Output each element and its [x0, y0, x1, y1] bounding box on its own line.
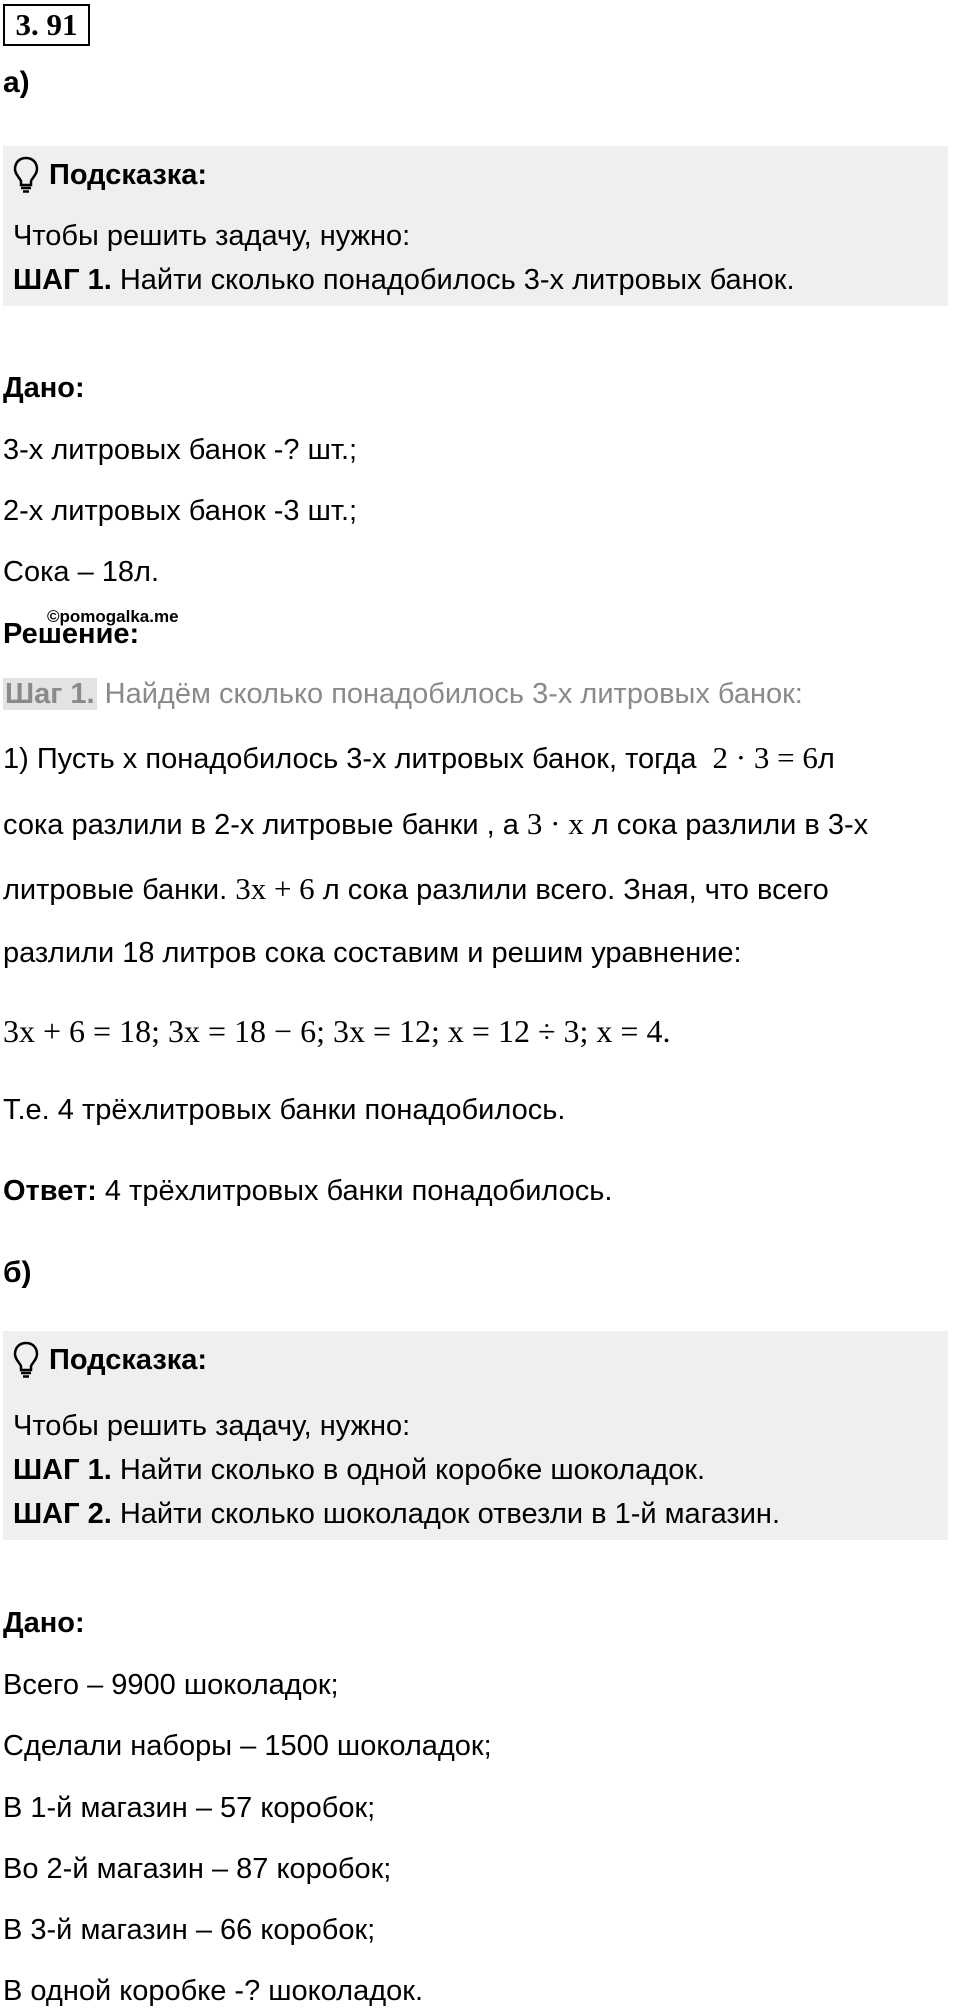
- solution-line-4: разлили 18 литров сока составим и решим уравнение:: [3, 937, 742, 969]
- given-item: В 1-й магазин – 57 коробок;: [3, 1792, 376, 1824]
- solution-text: л сока разлили в 3-х: [583, 809, 869, 841]
- lightbulb-icon: [13, 156, 39, 194]
- solution-line-3: [3, 871, 829, 907]
- math-expression: 3x + 6: [235, 871, 315, 906]
- solution-text: литровые банки.: [3, 874, 236, 906]
- problem-number: 3. 91: [3, 4, 90, 46]
- hint-intro: Чтобы решить задачу, нужно:: [13, 220, 411, 252]
- step-tag: Шаг 1.: [5, 678, 95, 710]
- answer-label: Ответ:: [3, 1175, 97, 1207]
- unit-text: л: [817, 743, 835, 775]
- hint-step-label: ШАГ 1.: [13, 264, 112, 296]
- answer-text: 4 трёхлитровых банки понадобилось.: [96, 1175, 613, 1207]
- answer: [3, 1175, 612, 1208]
- given-item: В одной коробке -? шоколадок.: [3, 1975, 424, 2007]
- given-item: 2-х литровых банок -3 шт.;: [3, 495, 358, 527]
- given-item: Во 2-й магазин – 87 коробок;: [3, 1853, 392, 1885]
- given-item: 3-х литровых банок -? шт.;: [3, 434, 358, 466]
- hint-title: Подсказка:: [49, 158, 208, 191]
- solution-label: Решение:: [3, 618, 140, 650]
- given-label-a: Дано:: [3, 372, 85, 404]
- solution-text: л сока разлили всего. Зная, что всего: [314, 874, 829, 906]
- given-item: В 3-й магазин – 66 коробок;: [3, 1914, 376, 1946]
- hint-step-text: Найти сколько понадобилось 3-х литровых банок.: [111, 264, 795, 296]
- given-item: Всего – 9900 шоколадок;: [3, 1669, 339, 1701]
- conclusion: Т.е. 4 трёхлитровых банки понадобилось.: [3, 1094, 566, 1126]
- hint-step-text: Найти сколько шоколадок отвезли в 1-й магазин.: [111, 1498, 780, 1530]
- hint-title: Подсказка:: [49, 1343, 208, 1376]
- equation: 3x + 6 = 18; 3x = 18 − 6; 3x = 12; x = 12 ÷ 3; x = 4.: [3, 1013, 671, 1049]
- step-text: Найдём сколько понадобилось 3-х литровых банок:: [96, 678, 803, 710]
- math-expression: 2 · 3 = 6: [712, 740, 818, 775]
- hint-step-label: ШАГ 2.: [13, 1498, 112, 1530]
- part-a-label: а): [3, 66, 30, 99]
- given-item: Сделали наборы – 1500 шоколадок;: [3, 1730, 492, 1762]
- hint-step-text: Найти сколько в одной коробке шоколадок.: [111, 1454, 706, 1486]
- solution-text: сока разлили в 2-х литровые банки , а: [3, 809, 527, 841]
- hint-box-b: [3, 1331, 948, 1540]
- given-label-b: Дано:: [3, 1607, 85, 1639]
- lightbulb-icon: [13, 1341, 39, 1379]
- hint-intro: Чтобы решить задачу, нужно:: [13, 1410, 411, 1442]
- part-b-label: б): [3, 1256, 32, 1289]
- solution-text: 1) Пусть x понадобилось 3-х литровых банок, тогда: [3, 743, 705, 775]
- hint-step: [13, 1454, 705, 1487]
- solution-line-2: [3, 806, 868, 842]
- math-expression: 3 · x: [526, 806, 584, 841]
- watermark: ©pomogalka.me: [47, 607, 179, 626]
- hint-step: [13, 264, 795, 297]
- hint-box-a: [3, 146, 948, 306]
- solution-step-1: [3, 678, 803, 711]
- solution-line-1: [3, 740, 835, 776]
- given-item: Сока – 18л.: [3, 556, 160, 588]
- hint-step: [13, 1498, 780, 1531]
- hint-step-label: ШАГ 1.: [13, 1454, 112, 1486]
